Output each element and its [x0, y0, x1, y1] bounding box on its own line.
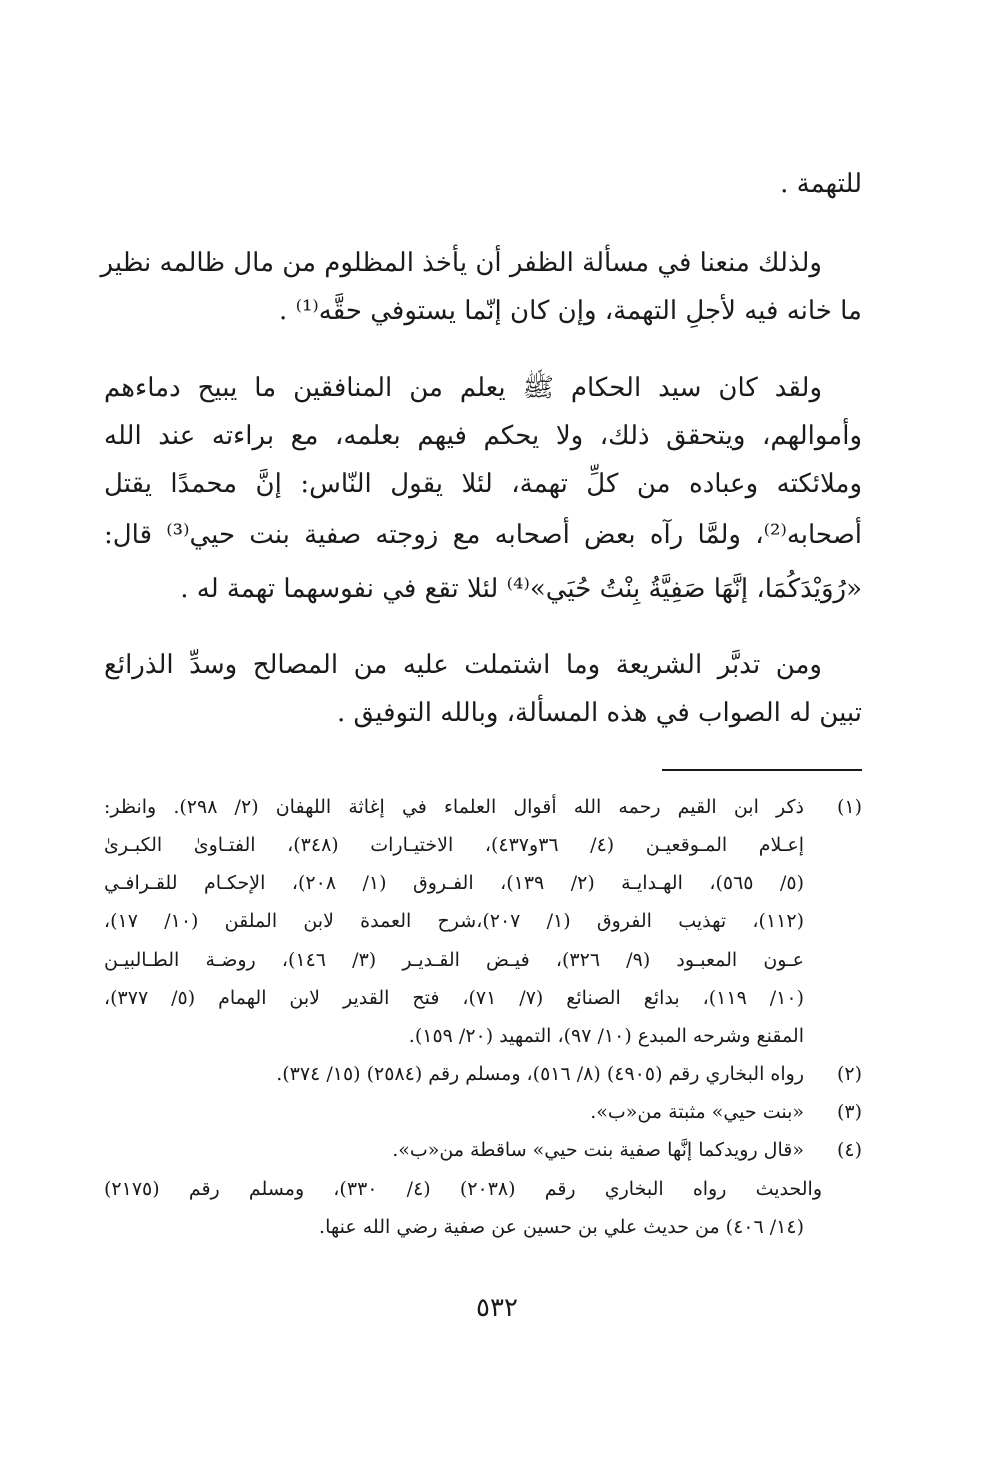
- footnote-number-2: (٢): [836, 1063, 862, 1085]
- body-line-2: ولذلك منعنا في مسألة الظفر أن يأخذ المظلوم من مال ظالمه نظير: [100, 248, 822, 278]
- footnote-1-line-2: إعـلام المـوقعيـن (٤/ ٣٦و٤٣٧)، الاختيـارات (٣٤٨)، الفتـاوىٰ الكبـرىٰ: [104, 834, 805, 856]
- footnote-1-line-1: ذكر ابن القيم رحمه الله أقوال العلماء في إغاثة اللهفان (٢/ ٢٩٨). وانظر:: [104, 796, 804, 818]
- footnote-4-continuation-line-1: والحديث رواه البخاري رقم (٢٠٣٨) (٤/ ٣٣٠)، ومسلم رقم (٢١٧٥): [104, 1178, 823, 1200]
- body-line-9: ومن تدبَّر الشريعة وما اشتملت عليه من المصالح وسدِّ الذرائع: [104, 650, 822, 680]
- body-line-1: للتهمة .: [780, 169, 862, 199]
- footnote-number-3: (٣): [836, 1101, 862, 1123]
- footnote-1-line-5: عـون المعبـود (٩/ ٣٢٦)، فيـض القـديـر (٣/ ١٤٦)، روضـة الطـالبيـن: [104, 949, 804, 971]
- body-line-7: أصحابه⁽²⁾، ولمَّا رآه بعض أصحابه مع زوجته صفية بنت حيي⁽³⁾ قال:: [104, 520, 863, 550]
- footnote-number-1: (١): [836, 796, 862, 818]
- footnote-1-line-4: (١١٢)، تهذيب الفروق (١/ ٢٠٧)،شرح العمدة لابن الملقن (١٠/ ١٧)،: [104, 910, 804, 932]
- footnote-1-line-6: (١٠/ ١١٩)، بدائع الصنائع (٧/ ٧١)، فتح القدير لابن الهمام (٥/ ٣٧٧)،: [104, 987, 804, 1009]
- body-line-8: «رُوَيْدَكُمَا، إنَّهَا صَفِيَّةُ بِنْتُ حُيَي»⁽⁴⁾ لئلا تقع في نفوسهما تهمة له .: [180, 574, 862, 604]
- footnote-2-line-1: رواه البخاري رقم (٤٩٠٥) (٨/ ٥١٦)، ومسلم رقم (٢٥٨٤) (١٥/ ٣٧٤).: [276, 1063, 804, 1085]
- body-line-4: ولقد كان سيد الحكام ﷺ يعلم من المنافقين ما يبيح دماءهم: [104, 373, 822, 403]
- footnote-1-line-3: (٥/ ٥٦٥)، الهـدايـة (٢/ ١٣٩)، الفـروق (١/ ٢٠٨)، الإحكـام للقـرافـي: [104, 872, 804, 894]
- footnote-4-continuation-line-2: (١٤/ ٤٠٦) من حديث علي بن حسين عن صفية رضي الله عنها.: [319, 1216, 804, 1238]
- footnote-divider: [662, 769, 862, 771]
- body-line-10: تبين له الصواب في هذه المسألة، وبالله التوفيق .: [337, 698, 862, 728]
- body-line-6: وملائكته وعباده من كلِّ تهمة، لئلا يقول النّاس: إنَّ محمدًا يقتل: [104, 469, 863, 499]
- page-number: ٥٣٢: [476, 1293, 518, 1323]
- body-line-3: ما خانه فيه لأجلِ التهمة، وإن كان إنّما يستوفي حقَّه⁽¹⁾ .: [279, 296, 862, 326]
- body-line-5: وأموالهم، ويتحقق ذلك، ولا يحكم فيهم بعلمه، مع براءته عند الله: [104, 421, 862, 451]
- footnote-3-line-1: «بنت حيي» مثبتة من«ب».: [590, 1101, 804, 1123]
- footnote-4-line-1: «قال رويدكما إنَّها صفية بنت حيي» ساقطة من«ب».: [392, 1139, 804, 1161]
- footnote-1-line-7: المقنع وشرحه المبدع (١٠/ ٩٧)، التمهيد (٢٠/ ١٥٩).: [408, 1025, 804, 1047]
- footnote-number-4: (٤): [836, 1139, 862, 1161]
